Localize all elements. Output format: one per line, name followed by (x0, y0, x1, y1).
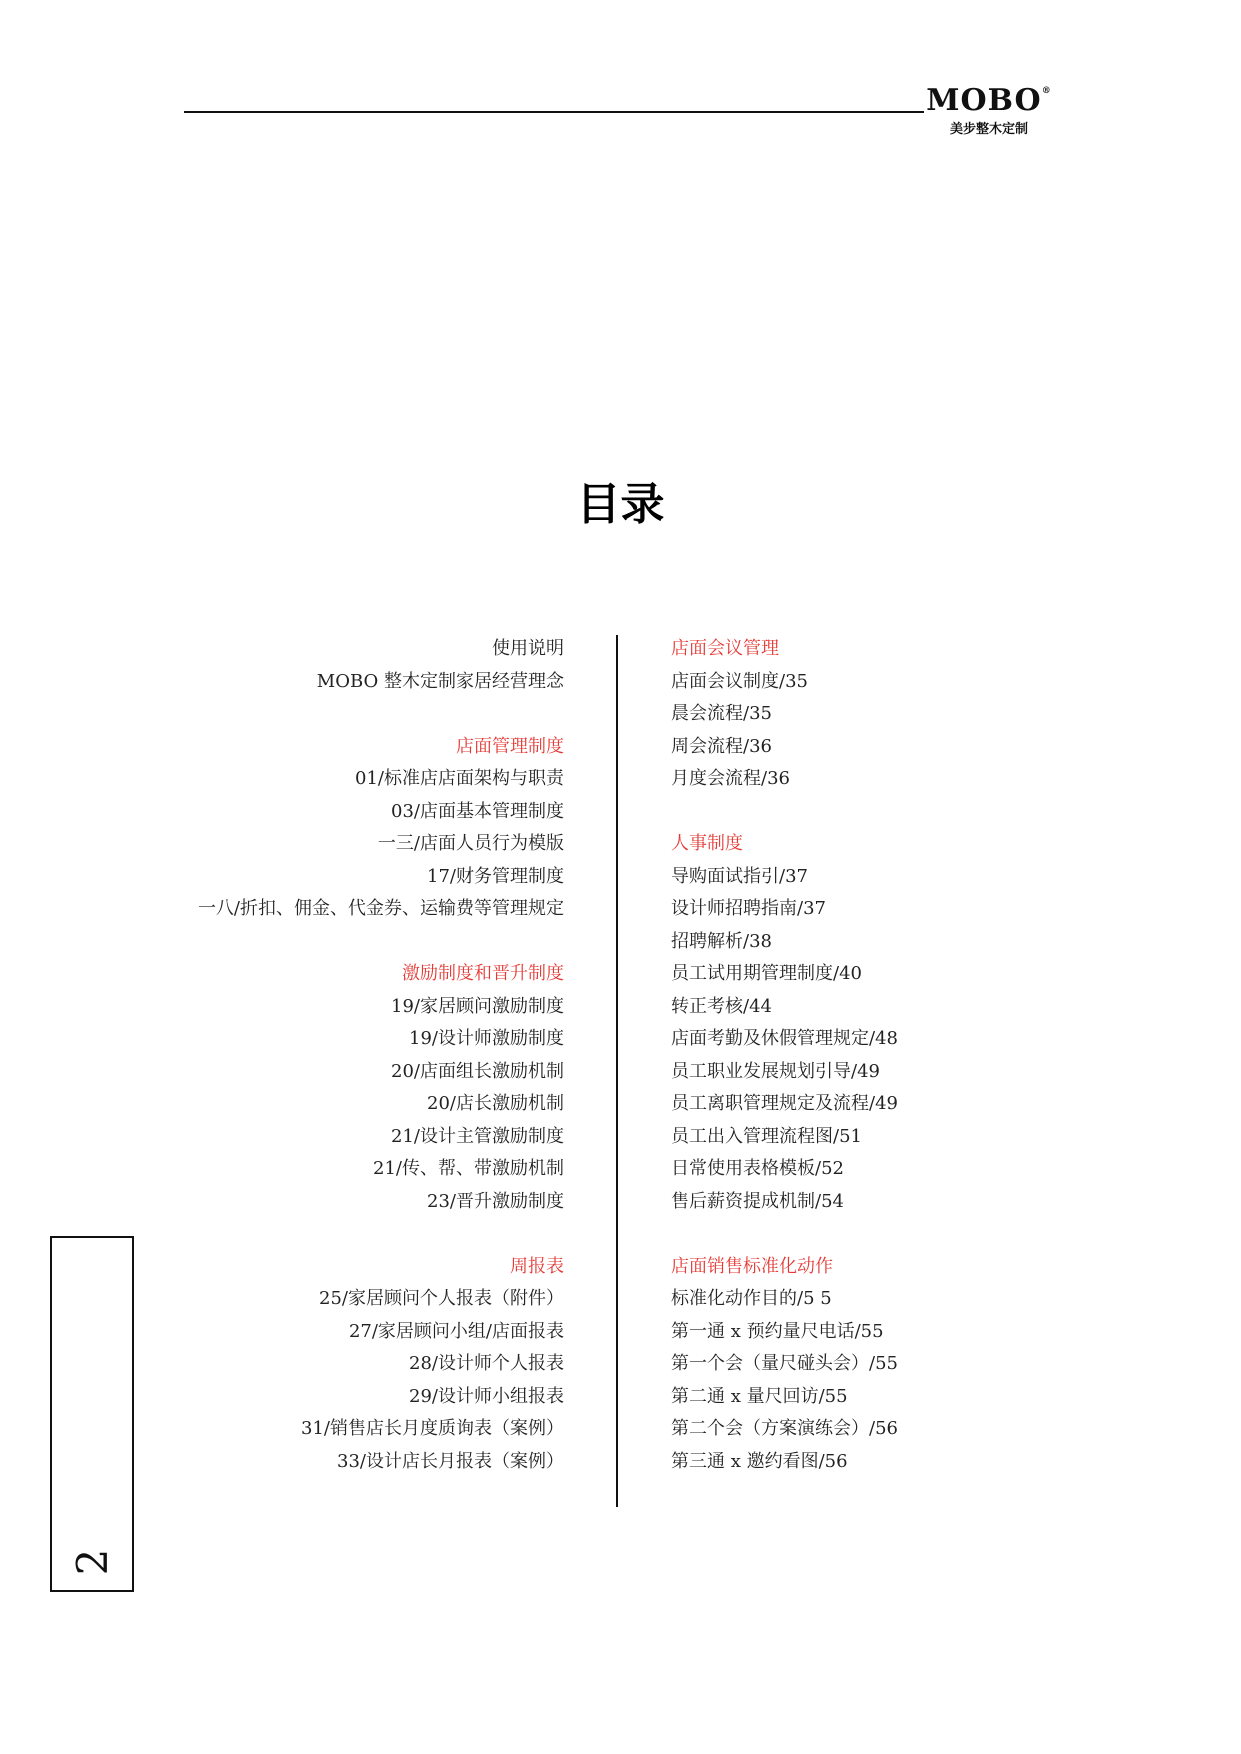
registered-mark-icon: ® (1041, 86, 1052, 96)
toc-entry[interactable]: 员工试用期管理制度/40 (671, 963, 862, 984)
toc-entry[interactable]: 第一通 x 预约量尺电话/55 (671, 1320, 884, 1342)
page-title: 目录 (576, 479, 665, 530)
toc-entry[interactable]: MOBO 整木定制家居经营理念 (316, 670, 564, 692)
toc-entry[interactable]: 一八/折扣、佣金、代金券、运输费等管理规定 (197, 898, 564, 919)
toc-entry[interactable]: 19/家居顾问激励制度 (391, 995, 564, 1017)
toc-entry[interactable]: 31/销售店长月度质询表（案例） (301, 1418, 564, 1439)
toc-entry[interactable]: 员工职业发展规划引导/49 (671, 1060, 880, 1082)
page-number-box (50, 1236, 134, 1592)
toc-entry[interactable]: 第三通 x 邀约看图/56 (671, 1450, 848, 1472)
toc-section-heading: 激励制度和晋升制度 (402, 963, 564, 984)
toc-entry[interactable]: 员工出入管理流程图/51 (671, 1125, 862, 1147)
toc-entry[interactable]: 一三/店面人员行为模版 (377, 833, 564, 854)
toc-section-heading: 周报表 (510, 1255, 564, 1277)
toc-entry[interactable]: 20/店长激励机制 (427, 1093, 564, 1114)
toc-entry[interactable]: 19/设计师激励制度 (409, 1028, 564, 1049)
toc-entry[interactable]: 29/设计师小组报表 (409, 1385, 564, 1407)
toc-section-heading: 人事制度 (671, 833, 743, 854)
toc-entry[interactable]: 导购面试指引/37 (671, 865, 808, 887)
toc-section-heading: 店面会议管理 (671, 638, 779, 659)
toc-entry[interactable]: 23/晋升激励制度 (427, 1190, 564, 1212)
toc-right-column (671, 633, 1131, 1478)
toc-entry[interactable]: 标准化动作目的/5 5 (671, 1288, 832, 1309)
logo-subtitle: 美步整木定制 (949, 122, 1028, 137)
toc-entry[interactable]: 17/财务管理制度 (427, 865, 564, 887)
page-number: 2 (67, 1548, 117, 1576)
toc-entry[interactable]: 招聘解析/38 (671, 930, 772, 952)
toc-section-heading: 店面销售标准化动作 (671, 1255, 833, 1277)
toc-entry[interactable]: 27/家居顾问小组/店面报表 (348, 1320, 564, 1342)
logo-word: MOBO (926, 83, 1042, 118)
toc-section-heading: 店面管理制度 (456, 735, 564, 757)
toc-entry[interactable]: 店面考勤及休假管理规定/48 (671, 1028, 898, 1049)
toc-spacer (104, 926, 564, 959)
toc-entry[interactable]: 周会流程/36 (671, 735, 772, 757)
toc-entry[interactable]: 售后薪资提成机制/54 (671, 1190, 844, 1212)
column-divider (616, 635, 618, 1507)
toc-entry[interactable]: 25/家居顾问个人报表（附件） (319, 1288, 564, 1309)
toc-entry[interactable]: 使用说明 (492, 638, 564, 659)
toc-entry[interactable]: 33/设计店长月报表（案例） (337, 1450, 564, 1472)
logo-wordmark (920, 83, 1058, 118)
toc-entry[interactable]: 21/设计主管激励制度 (391, 1125, 564, 1147)
toc-entry[interactable]: 设计师招聘指南/37 (671, 898, 826, 919)
toc-spacer (104, 698, 564, 731)
toc-entry[interactable]: 转正考核/44 (671, 995, 772, 1017)
toc-spacer (671, 1218, 1131, 1251)
toc-entry[interactable]: 日常使用表格模板/52 (671, 1158, 844, 1179)
toc-entry[interactable]: 月度会流程/36 (671, 768, 790, 789)
toc-entry[interactable]: 28/设计师个人报表 (409, 1353, 564, 1374)
toc-left-column (104, 633, 564, 1478)
toc-entry[interactable]: 21/传、帮、带激励机制 (373, 1158, 564, 1179)
toc-entry[interactable]: 01/标准店店面架构与职责 (355, 768, 564, 789)
toc-spacer (104, 1218, 564, 1251)
toc-entry[interactable]: 店面会议制度/35 (671, 670, 808, 692)
toc-entry[interactable]: 第一个会（量尺碰头会）/55 (671, 1353, 898, 1374)
toc-entry[interactable]: 03/店面基本管理制度 (391, 800, 564, 822)
toc-spacer (671, 796, 1131, 829)
toc-entry[interactable]: 员工离职管理规定及流程/49 (671, 1093, 898, 1114)
toc-entry[interactable]: 晨会流程/35 (671, 703, 772, 724)
toc-entry[interactable]: 第二通 x 量尺回访/55 (671, 1385, 848, 1407)
toc-entry[interactable]: 20/店面组长激励机制 (391, 1060, 564, 1082)
toc-entry[interactable]: 第二个会（方案演练会）/56 (671, 1418, 898, 1439)
brand-logo (920, 83, 1058, 137)
